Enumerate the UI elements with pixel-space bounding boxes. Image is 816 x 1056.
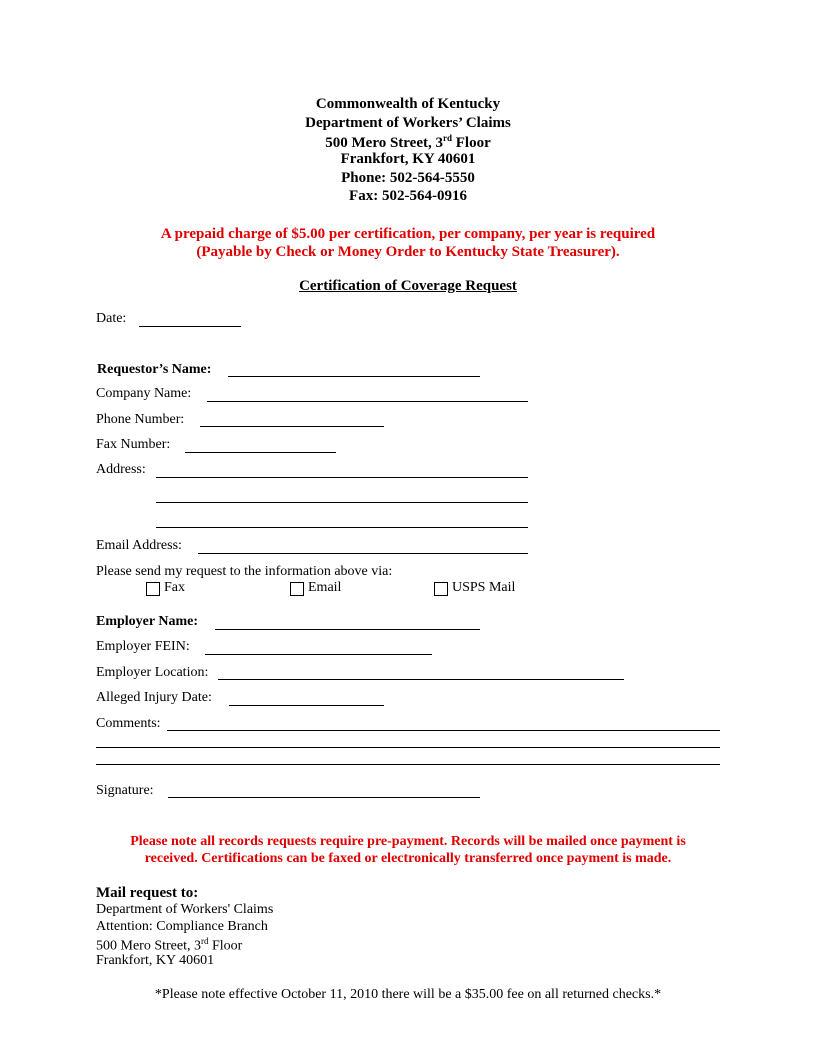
employer-fein-field[interactable] [205,654,432,655]
mail-to-street-text: 500 Mero Street, 3 [96,938,201,954]
department-city: Frankfort, KY 40601 [340,151,476,167]
comments-label: Comments: [96,716,161,731]
company-name-field[interactable] [207,401,528,402]
returned-check-fee-note: *Please note effective October 11, 2010 there will be a $35.00 fee on all returned checks.* [154,987,662,1002]
address-label: Address: [96,462,146,477]
mail-to-attention: Attention: Compliance Branch [96,919,268,934]
fee-notice-line1: A prepaid charge of $5.00 per certification, per company, per year is required [160,226,656,242]
address-floor: Floor [452,135,491,151]
comments-field-line1[interactable] [167,730,720,731]
employer-fein-label: Employer FEIN: [96,639,190,654]
requestor-name-label: Requestor’s Name: [97,362,212,377]
mail-to-street-floor: Floor [208,938,243,954]
phone-number-label: Phone Number: [96,412,185,427]
send-via-label: Please send my request to the information above via: [96,564,393,579]
email-address-label: Email Address: [96,538,182,553]
mail-request-heading: Mail request to: [96,885,199,901]
department-phone: Phone: 502-564-5550 [341,170,475,186]
date-label: Date: [96,311,127,326]
department-fax: Fax: 502-564-0916 [349,188,467,204]
mail-to-department: Department of Workers' Claims [96,902,274,917]
email-option-label: Email [308,580,342,595]
address-field-line2[interactable] [156,502,528,503]
form-title [0,278,816,295]
date-field[interactable] [139,326,241,327]
usps-mail-checkbox[interactable] [434,582,448,596]
mail-to-city: Frankfort, KY 40601 [96,953,215,968]
payment-note-line2: received. Certifications can be faxed or electronically transferred once payment is made. [144,851,672,866]
employer-name-field[interactable] [215,629,480,630]
fee-notice-line2: (Payable by Check or Money Order to Kentucky State Treasurer). [196,244,620,260]
employer-location-field[interactable] [218,679,624,680]
signature-field[interactable] [168,797,480,798]
address-field-line1[interactable] [156,477,528,478]
company-name-label: Company Name: [96,386,192,401]
comments-field-line3[interactable] [96,764,720,765]
department-address [0,133,816,152]
fax-number-label: Fax Number: [96,437,171,452]
department-name: Department of Workers’ Claims [305,115,511,131]
fax-option-label: Fax [164,580,185,595]
email-address-field[interactable] [198,553,528,554]
signature-label: Signature: [96,783,154,798]
address-ordinal: rd [443,133,452,143]
employer-location-label: Employer Location: [96,665,209,680]
mail-to-street-ordinal: rd [200,936,209,946]
usps-mail-option-label: USPS Mail [452,580,516,595]
alleged-injury-date-label: Alleged Injury Date: [96,690,212,705]
address-street: 500 Mero Street, 3 [325,135,443,151]
email-checkbox[interactable] [290,582,304,596]
payment-note-line1: Please note all records requests require pre-payment. Records will be mailed once payment is [130,834,686,849]
requestor-name-field[interactable] [228,376,480,377]
employer-name-label: Employer Name: [96,614,198,629]
agency-name: Commonwealth of Kentucky [315,96,501,112]
comments-field-line2[interactable] [96,747,720,748]
form-title-text: Certification of Coverage Request [299,278,517,294]
phone-number-field[interactable] [200,426,384,427]
alleged-injury-date-field[interactable] [229,705,384,706]
fax-checkbox[interactable] [146,582,160,596]
fax-number-field[interactable] [185,452,336,453]
mail-to-street [96,936,242,955]
address-field-line3[interactable] [156,527,528,528]
